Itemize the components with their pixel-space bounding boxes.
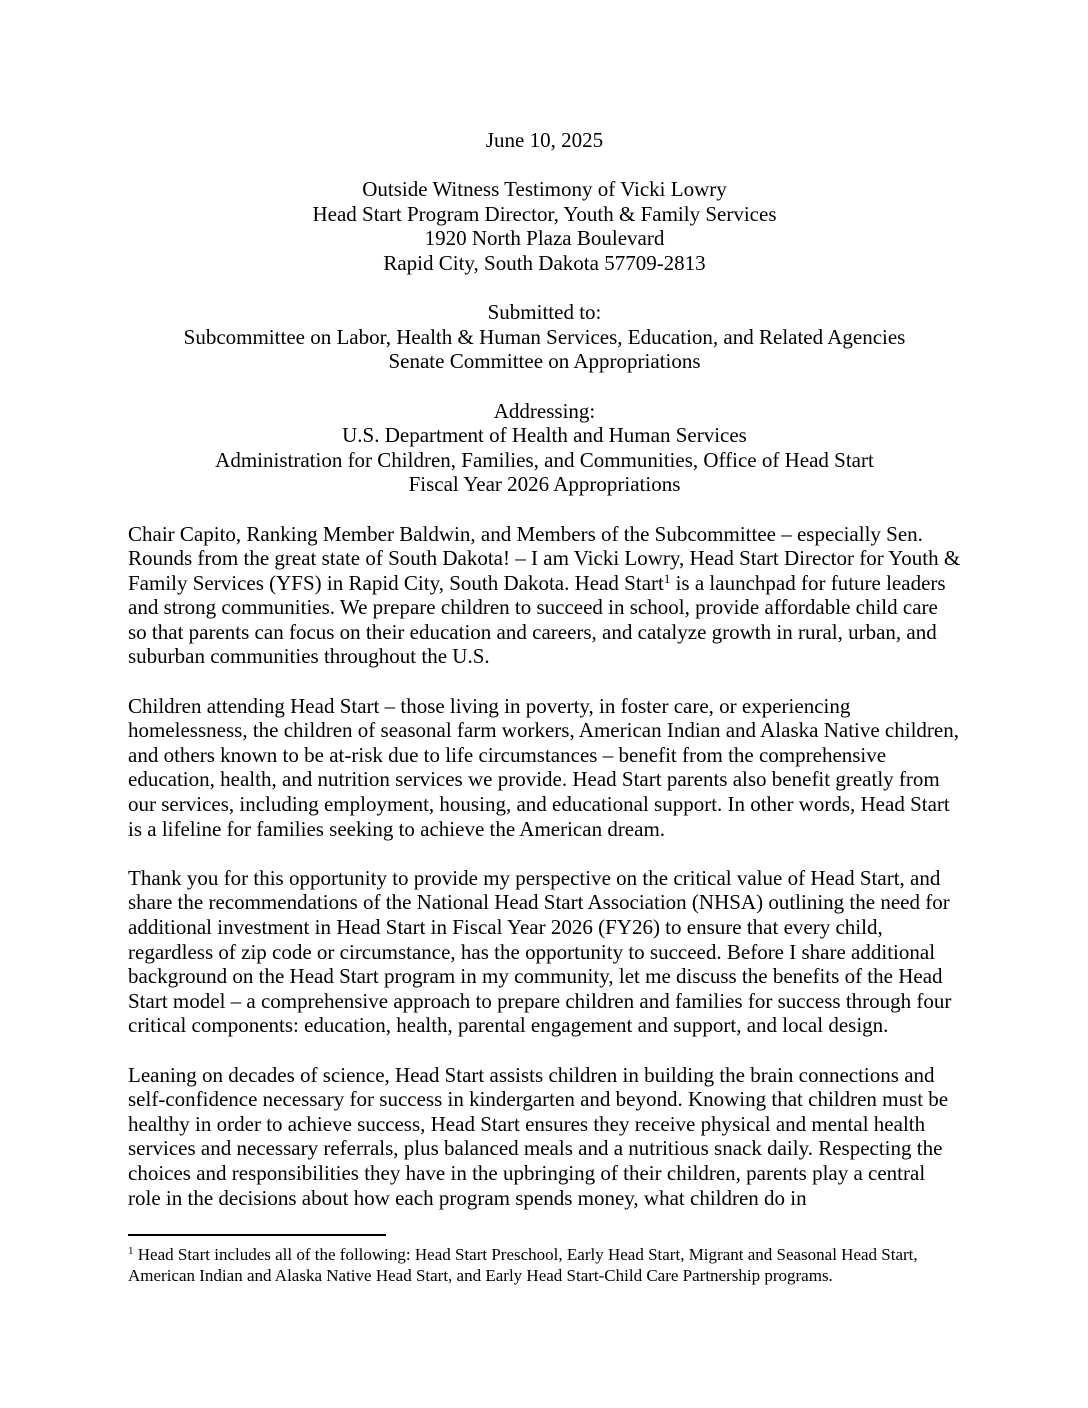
footnote-reference-marker: 1 bbox=[663, 570, 671, 586]
line-spacer bbox=[128, 153, 961, 178]
line-spacer bbox=[128, 1038, 961, 1063]
paragraph-intro-text-before-footnote: Chair Capito, Ranking Member Baldwin, and Members of the Subcommittee – especially Sen. Rounds from the great state of South Dakota! – I am Vicki Lowry, Head Start Director for Youth & Family Services (YFS) in Rapid City, South Dakota. Head Start bbox=[128, 521, 961, 595]
submitted-to-heading: Submitted to: bbox=[487, 300, 602, 325]
administration-line: Administration for Children, Families, and Communities, Office of Head Start bbox=[215, 447, 874, 472]
line-spacer bbox=[128, 841, 961, 866]
addressing-heading: Addressing: bbox=[493, 398, 596, 423]
paragraph-intro-text-after-footnote: is a launchpad for future leaders and strong communities. We prepare children to succeed in school, provide affordable child care so that parents can focus on their education and careers, and catalyze growth in rural, urban, and suburban communities throughout the U.S. bbox=[128, 570, 946, 669]
paragraph-beneficiaries: Children attending Head Start – those living in poverty, in foster care, or experiencing homelessness, the children of seasonal farm workers, American Indian and Alaska Native children, and others known to be at-risk due to life circumstances – benefit from the comprehensive education, health, and nutrition services we provide. Head Start parents also benefit greatly from our services, including employment, housing, and educational support. In other words, Head Start is a lifeline for families seeking to achieve the American dream. bbox=[128, 693, 959, 841]
subcommittee-line: Subcommittee on Labor, Health & Human Services, Education, and Related Agencies bbox=[183, 324, 906, 349]
city-state-zip: Rapid City, South Dakota 57709-2813 bbox=[383, 250, 706, 275]
senate-committee-line: Senate Committee on Appropriations bbox=[388, 349, 701, 374]
line-spacer bbox=[128, 669, 961, 694]
testimony-title: Outside Witness Testimony of Vicki Lowry bbox=[362, 177, 727, 202]
paragraph-nhsa-recommendations: Thank you for this opportunity to provide my perspective on the critical value of Head Start, and share the recommendations of the National Head Start Association (NHSA) outlining the need for additional investment in Head Start in Fiscal Year 2026 (FY26) to ensure that every child, regardless of zip code or circumstance, has the opportunity to succeed. Before I share additional background on the Head Start program in my community, let me discuss the benefits of the Head Start model – a comprehensive approach to prepare children and families for success through four critical components: education, health, parental engagement and support, and local design. bbox=[128, 865, 952, 1038]
paragraph-science-health: Leaning on decades of science, Head Start assists children in building the brain connections and self-confidence necessary for success in kindergarten and beyond. Knowing that children must be healthy in order to achieve success, Head Start ensures they receive physical and mental health services and necessary referrals, plus balanced meals and a nutritious snack daily. Respecting the choices and responsibilities they have in the upbringing of their children, parents play a central role in the decisions about how each program spends money, what children do in bbox=[128, 1062, 949, 1210]
document-date: June 10, 2025 bbox=[485, 128, 604, 152]
footnote bbox=[128, 1245, 961, 1286]
paragraph-intro bbox=[128, 522, 961, 670]
line-spacer bbox=[128, 276, 961, 301]
line-spacer bbox=[128, 497, 961, 522]
footnote-separator-rule bbox=[128, 1234, 386, 1236]
hhs-department-line: U.S. Department of Health and Human Services bbox=[342, 423, 747, 448]
footnote-number: 1 bbox=[128, 1245, 134, 1257]
footnote-area bbox=[128, 1234, 961, 1286]
street-address: 1920 North Plaza Boulevard bbox=[424, 226, 665, 251]
document-body bbox=[128, 128, 961, 1210]
line-spacer bbox=[128, 374, 961, 399]
author-role: Head Start Program Director, Youth & Family Services bbox=[312, 201, 777, 226]
footnote-text: Head Start includes all of the following: Head Start Preschool, Early Head Start, Migrant and Seasonal Head Start, American Indian and Alaska Native Head Start, and Early Head Start-Child Care Partnership programs. bbox=[128, 1245, 918, 1285]
fiscal-year-line: Fiscal Year 2026 Appropriations bbox=[408, 472, 681, 497]
